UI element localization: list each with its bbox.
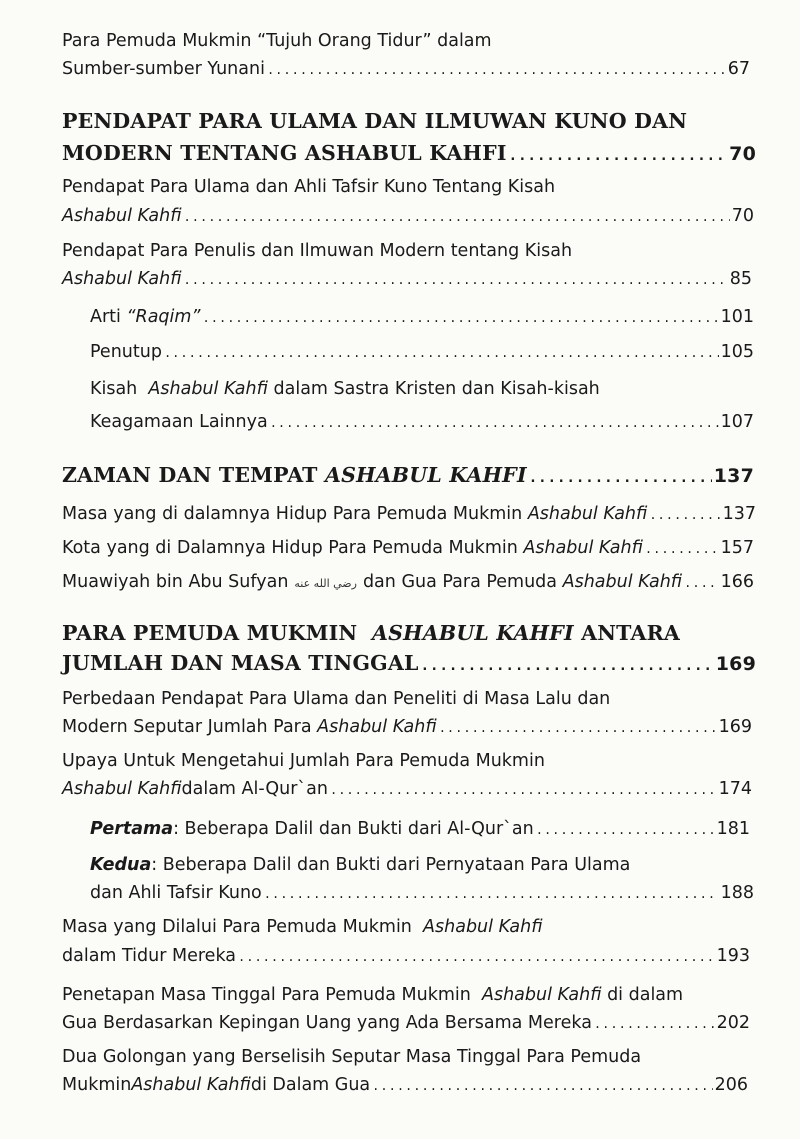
toc-entry <box>62 503 756 526</box>
page-number: 166 <box>720 572 754 592</box>
page-number: 169 <box>718 717 752 737</box>
dot-leader <box>684 572 718 594</box>
page-number: 70 <box>731 206 754 226</box>
toc-entry <box>90 341 754 364</box>
chapter-leader-row <box>62 462 754 491</box>
dot-leader <box>184 206 730 228</box>
page-number: 137 <box>722 504 756 524</box>
dot-leader <box>203 307 719 329</box>
entry-italic: Ashabul Kahfi <box>148 379 268 399</box>
dot-leader <box>421 653 714 679</box>
entry-italic: Ashabul Kahfi <box>562 572 683 592</box>
toc-entry <box>62 537 754 560</box>
entry-line-2: Modern Seputar Jumlah Para <box>62 717 312 737</box>
entry-text: Masa yang di dalamnya Hidup Para Pemuda Mukmin <box>62 504 523 524</box>
entry-text: Penutup <box>90 342 162 362</box>
dot-leader <box>238 946 715 968</box>
chapter-text: PARA PEMUDA MUKMIN <box>62 621 365 645</box>
entry-text: Penetapan Masa Tinggal Para Pemuda Mukmin <box>62 985 477 1005</box>
toc-entry <box>90 818 750 841</box>
entry-text: Arti <box>90 307 121 327</box>
entry-text: Kisah <box>90 379 143 399</box>
entry-italic: Ashabul Kahfi <box>317 717 437 737</box>
dot-leader <box>330 779 717 801</box>
dot-leader <box>529 465 712 491</box>
page-number: 85 <box>729 269 752 289</box>
entry-leader-row <box>62 205 754 228</box>
entry-line-2: Mukmin <box>62 1075 132 1095</box>
chapter-text: ZAMAN DAN TEMPAT <box>62 463 318 487</box>
page-number: 70 <box>729 143 756 165</box>
page-number: 101 <box>720 307 754 327</box>
entry-italic: Ashabul Kahfi <box>62 779 182 799</box>
chapter-line-1 <box>62 620 680 646</box>
entry-italic: Ashabul Kahfi <box>423 917 543 937</box>
page-number: 157 <box>720 538 754 558</box>
page-number: 169 <box>715 653 756 675</box>
entry-line-2: Keagamaan Lainnya <box>90 412 268 432</box>
entry-line-2: Ashabul Kahfi <box>62 206 182 226</box>
entry-line-2: dan Ahli Tafsir Kuno <box>90 883 262 903</box>
entry-text: : Beberapa Dalil dan Bukti dari Pernyataan Para Ulama <box>151 855 631 875</box>
page-number: 193 <box>716 946 750 966</box>
entry-bold-label: Kedua <box>90 855 152 875</box>
entry-text: Muawiyah bin Abu Sufyan <box>62 572 289 592</box>
entry-leader-row <box>62 1012 750 1035</box>
entry-line-1: Perbedaan Pendapat Para Ulama dan Peneliti di Masa Lalu dan <box>62 689 611 709</box>
page-number: 202 <box>716 1013 750 1033</box>
entry-text: di Dalam Gua <box>250 1075 371 1095</box>
entry-leader-row <box>62 778 752 801</box>
entry-line-1 <box>90 378 600 400</box>
page-number: 206 <box>714 1075 748 1095</box>
entry-leader-row <box>90 411 754 434</box>
entry-line-1: Pendapat Para Ulama dan Ahli Tafsir Kuno Tentang Kisah <box>62 177 556 197</box>
dot-leader <box>264 883 719 905</box>
entry-leader-row <box>62 716 752 739</box>
page-number: 137 <box>713 465 754 487</box>
page-number: 67 <box>727 59 750 79</box>
entry-bold-label: Pertama <box>90 819 174 839</box>
page-number: 107 <box>720 412 754 432</box>
entry-line-1 <box>62 916 543 938</box>
entry-line-2: Sumber-sumber Yunani <box>62 59 265 79</box>
entry-line-1 <box>62 984 683 1006</box>
entry-leader-row <box>62 58 750 81</box>
entry-line-1 <box>90 854 630 876</box>
entry-italic: Ashabul Kahfi <box>523 538 643 558</box>
dot-leader <box>267 59 726 81</box>
entry-text: dalam Sastra Kristen dan Kisah-kisah <box>267 379 600 399</box>
chapter-text: ANTARA <box>573 621 680 645</box>
page-number: 105 <box>720 342 754 362</box>
dot-leader <box>184 269 728 291</box>
dot-leader <box>509 143 728 169</box>
page-number: 174 <box>718 779 752 799</box>
chapter-italic: ASHABUL KAHFI <box>324 463 527 487</box>
entry-text: Masa yang Dilalui Para Pemuda Mukmin <box>62 917 418 937</box>
entry-leader-row <box>62 945 750 968</box>
dot-leader <box>439 717 717 739</box>
page-number: 181 <box>716 819 750 839</box>
entry-italic: Ashabul Kahfi <box>482 985 602 1005</box>
dot-leader <box>164 342 719 364</box>
chapter-leader-row <box>62 650 756 679</box>
chapter-line-2: MODERN TENTANG ASHABUL KAHFI <box>62 141 507 165</box>
dot-leader <box>649 504 720 526</box>
toc-entry <box>62 571 754 595</box>
entry-leader-row <box>90 882 754 905</box>
entry-line-1: Dua Golongan yang Berselisih Seputar Masa Tinggal Para Pemuda <box>62 1047 642 1067</box>
entry-leader-row <box>62 1074 748 1097</box>
entry-line-1: Para Pemuda Mukmin “Tujuh Orang Tidur” dalam <box>62 31 492 51</box>
dot-leader <box>594 1013 715 1035</box>
chapter-line-2: JUMLAH DAN MASA TINGGAL <box>62 651 419 675</box>
chapter-line-1: PENDAPAT PARA ULAMA DAN ILMUWAN KUNO DAN <box>62 109 688 133</box>
entry-line-1: Upaya Untuk Mengetahui Jumlah Para Pemuda Mukmin <box>62 751 545 771</box>
entry-text: dan Gua Para Pemuda <box>362 572 558 592</box>
page-number: 188 <box>720 883 754 903</box>
dot-leader <box>536 819 715 841</box>
entry-line-2: dalam Al-Qur`an <box>181 779 328 799</box>
entry-line-2: Ashabul Kahfi <box>62 269 182 289</box>
entry-text: di dalam <box>601 985 684 1005</box>
entry-italic: Ashabul Kahfi <box>131 1075 251 1095</box>
toc-entry <box>90 306 754 329</box>
entry-leader-row <box>62 268 752 291</box>
entry-line-2: dalam Tidur Mereka <box>62 946 236 966</box>
entry-italic: “Raqim” <box>126 307 201 327</box>
chapter-leader-row <box>62 140 756 169</box>
entry-italic: Ashabul Kahfi <box>527 504 648 524</box>
entry-text: Kota yang di Dalamnya Hidup Para Pemuda Mukmin <box>62 538 518 558</box>
dot-leader <box>645 538 719 560</box>
entry-line-1: Pendapat Para Penulis dan Ilmuwan Modern tentang Kisah <box>62 241 573 261</box>
entry-text: : Beberapa Dalil dan Bukti dari Al-Qur`an <box>173 819 534 839</box>
entry-line-2: Gua Berdasarkan Kepingan Uang yang Ada Bersama Mereka <box>62 1013 592 1033</box>
chapter-italic: ASHABUL KAHFI <box>372 621 574 645</box>
honorific-seal-icon: رضي الله عنه <box>294 577 357 590</box>
dot-leader <box>270 412 719 434</box>
dot-leader <box>372 1075 712 1097</box>
